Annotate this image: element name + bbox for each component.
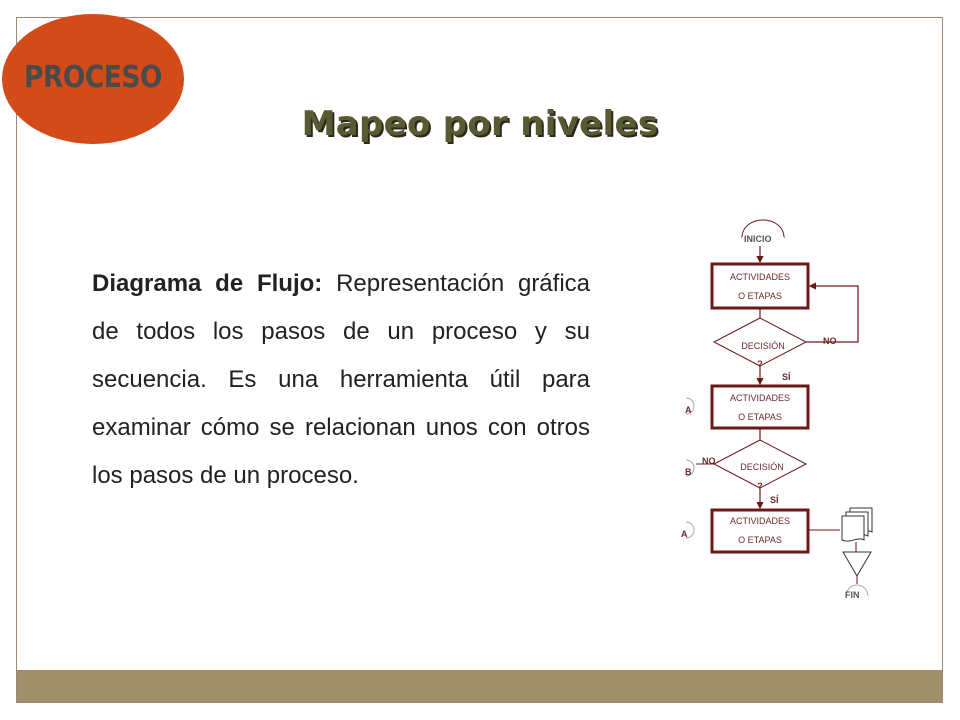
flow-start-label: INICIO <box>744 234 772 244</box>
flow-connector-b <box>685 460 694 477</box>
badge-label: PROCESO <box>24 60 162 95</box>
definition-term: Diagrama de Flujo: <box>92 270 323 297</box>
flow-activity-1 <box>712 264 808 308</box>
flow-decision-2 <box>714 440 806 491</box>
flow-connector-a-1-label: A <box>685 405 692 415</box>
definition-text: Representación gráfica de todos los pasos de un proceso y su secuencia. Es una herramienta útil para examinar cómo se relacionan unos con otros los pasos de un proceso. <box>92 270 591 489</box>
flow-activity-2-line1: ACTIVIDADES <box>729 393 791 403</box>
flow-connector-a-1 <box>685 398 694 415</box>
flow-yes-label-1: SÍ <box>782 372 791 382</box>
flow-end-label: FIN <box>845 590 860 600</box>
flow-activity-3-line2: O ETAPAS <box>738 535 782 545</box>
document-stack-icon <box>842 508 872 541</box>
flow-loop-arrow <box>806 286 858 342</box>
flow-no-label-2: NO <box>702 456 716 466</box>
flow-decision-2-mark: ? <box>757 481 763 491</box>
flow-start-node <box>742 220 784 244</box>
flow-activity-3 <box>712 510 808 552</box>
flow-connector-a-2 <box>681 522 694 539</box>
flow-connector-a-2-label: A <box>681 529 688 539</box>
flow-decision-1 <box>714 318 806 369</box>
flow-activity-2-line2: O ETAPAS <box>738 412 782 422</box>
flow-activity-3-line1: ACTIVIDADES <box>729 516 791 526</box>
slide-title: Mapeo por niveles <box>301 104 659 144</box>
flow-decision-1-label: DECISIÓN <box>741 341 785 351</box>
flow-decision-2-label: DECISIÓN <box>740 462 784 472</box>
storage-triangle-icon <box>843 552 871 576</box>
flow-activity-2 <box>712 386 808 428</box>
flow-connector-b-label: B <box>685 467 692 477</box>
flow-decision-1-mark: ? <box>757 359 763 369</box>
flow-activity-1-line2: O ETAPAS <box>738 291 782 301</box>
definition-paragraph <box>92 260 590 500</box>
footer-bar <box>17 670 942 702</box>
flowchart-diagram <box>660 212 900 612</box>
flow-end-node <box>845 585 868 600</box>
flow-activity-1-line1: ACTIVIDADES <box>729 272 791 282</box>
flow-no-label-1: NO <box>823 336 837 346</box>
flow-yes-label-2: SÍ <box>770 495 779 505</box>
